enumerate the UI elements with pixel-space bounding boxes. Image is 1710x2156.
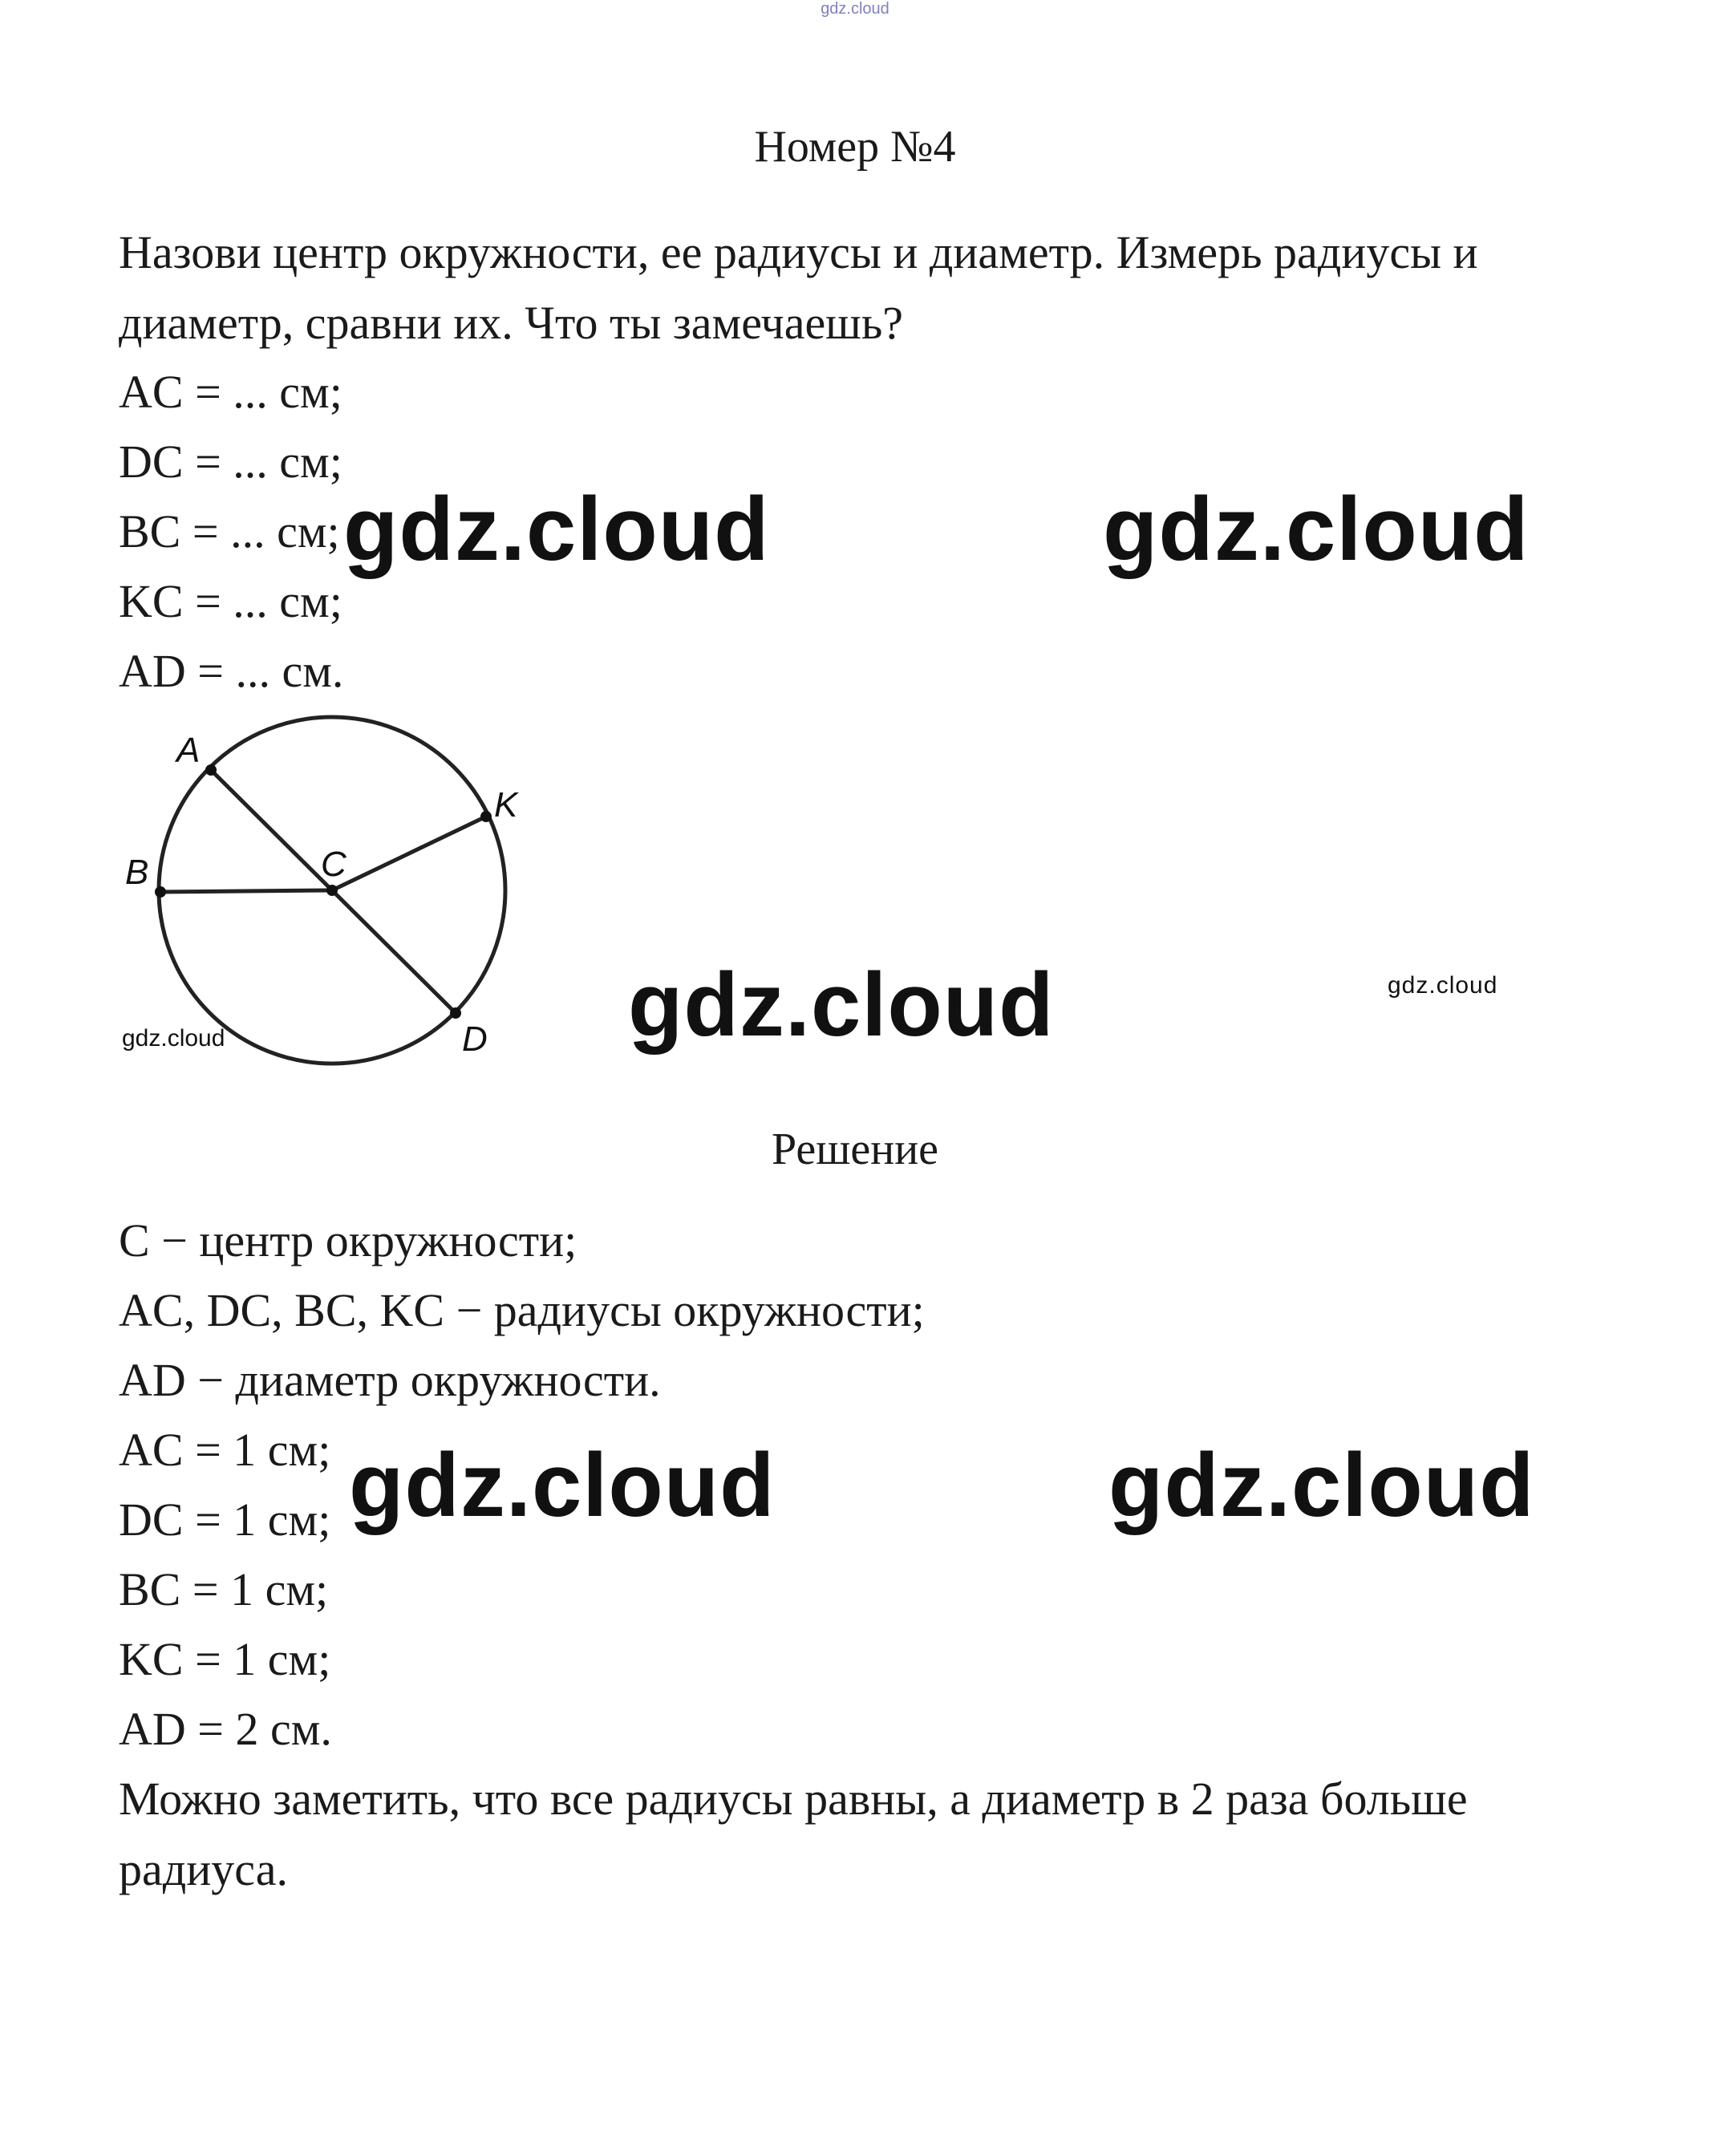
point-a [205,764,217,776]
solution-line-5: DC = 1 см; [119,1493,331,1546]
top-watermark: gdz.cloud [821,0,889,18]
blank-ad: AD = ... см. [119,645,344,697]
blank-ac: AC = ... см; [119,366,342,418]
circle-diagram [119,706,552,1075]
solution-line-3: AD − диаметр окружности. [119,1354,661,1406]
solution-line-8: AD = 2 см. [119,1703,332,1755]
task-text-line-1: Назови центр окружности, ее радиусы и диаметр. Измерь радиусы и [119,226,1478,278]
radius-bc [160,890,332,892]
conclusion-line-1: Можно заметить, что все радиусы равны, а диаметр в 2 раза больше [119,1773,1468,1825]
blank-bc: BC = ... см; [119,505,340,557]
watermark-big-5: gdz.cloud [1108,1435,1535,1535]
label-c: C [321,845,346,884]
watermark-big-1: gdz.cloud [343,479,770,579]
watermark-small: gdz.cloud [1388,972,1498,999]
watermark-big-2: gdz.cloud [1103,479,1530,579]
conclusion-line-2: радиуса. [119,1843,288,1895]
solution-line-7: KC = 1 см; [119,1633,331,1685]
label-k: K [494,785,518,825]
watermark-big-4: gdz.cloud [349,1435,776,1535]
label-b: B [125,853,149,892]
point-b [155,886,166,898]
watermark-big-3: gdz.cloud [628,954,1055,1055]
circle-figure [119,706,552,1075]
label-d: D [462,1019,488,1059]
task-text-line-2: диаметр, сравни их. Что ты замечаешь? [119,297,904,349]
point-d [450,1007,461,1019]
figure-watermark: gdz.cloud [122,1025,225,1052]
solution-line-6: BC = 1 см; [119,1563,329,1615]
radius-kc [332,817,486,890]
point-c [326,885,338,896]
label-a: A [176,731,201,770]
point-k [480,811,492,822]
solution-line-1: C − центр окружности; [119,1214,577,1266]
blank-dc: DC = ... см; [119,436,342,488]
page-title: Номер №4 [754,122,956,172]
solution-line-4: AC = 1 см; [119,1424,331,1476]
solution-line-2: AC, DC, BC, KC − радиусы окружности; [119,1284,925,1336]
solution-heading: Решение [771,1125,939,1174]
blank-kc: KC = ... см; [119,575,342,627]
